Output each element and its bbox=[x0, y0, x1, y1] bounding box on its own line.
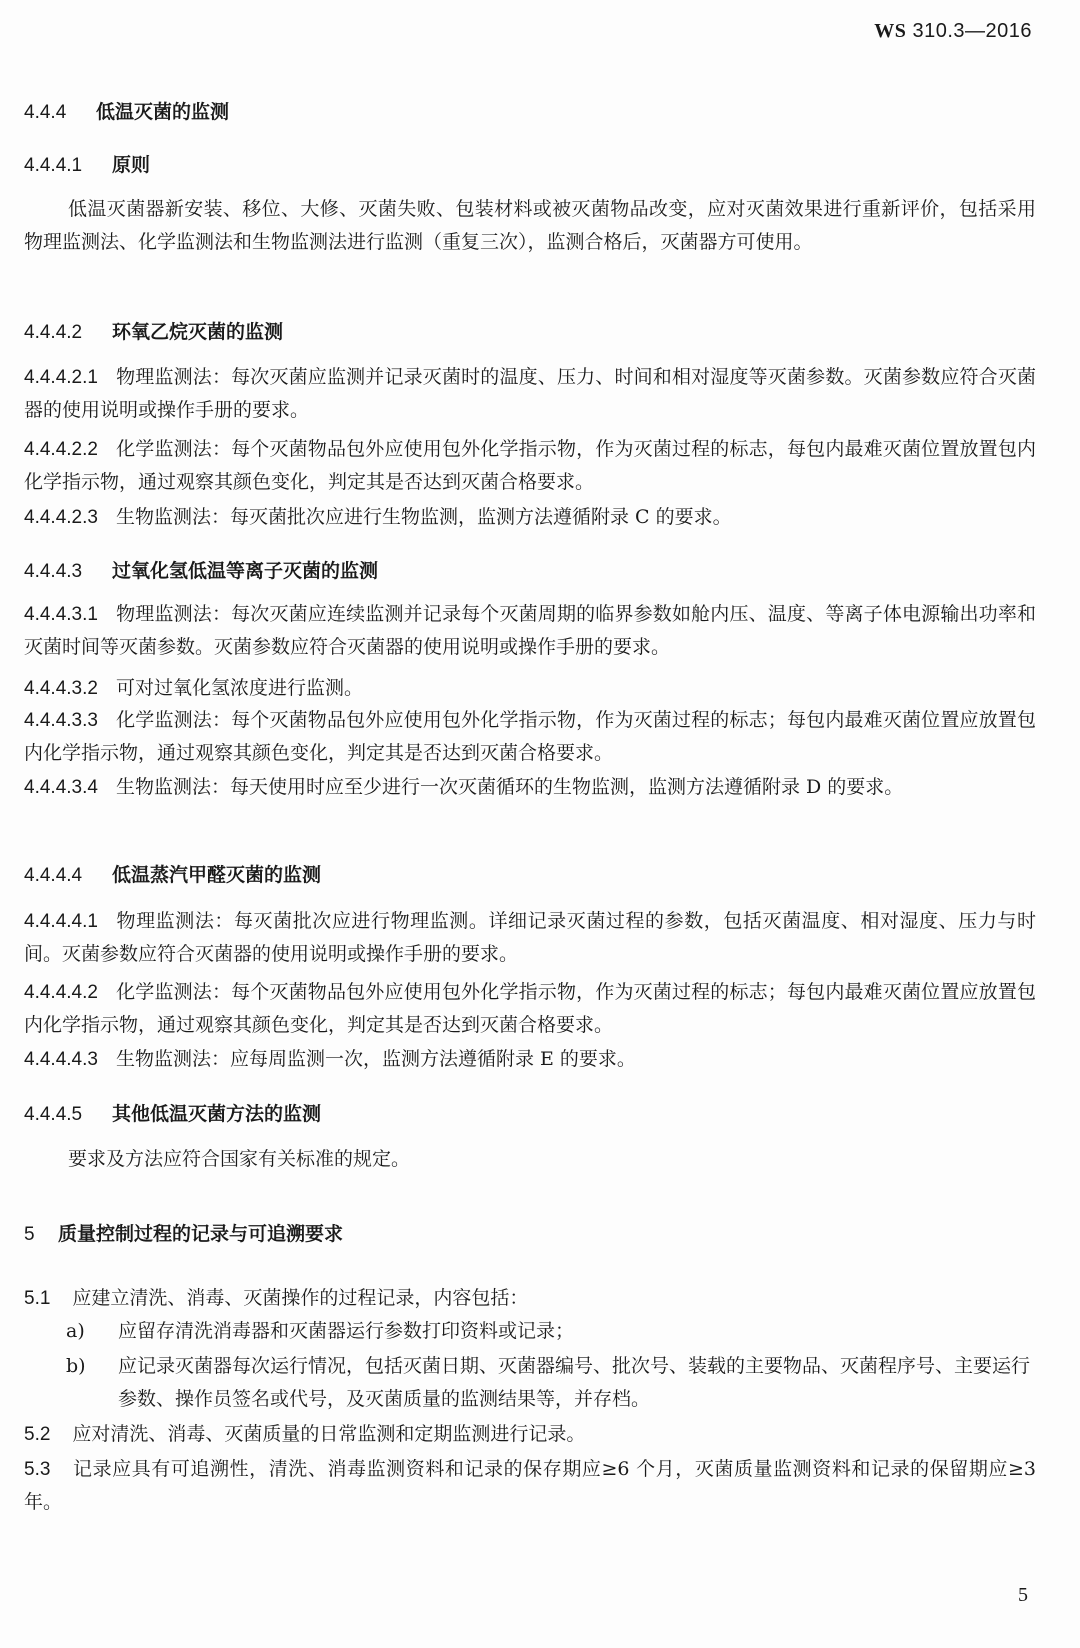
clause-4-4-4-4-1: 4.4.4.4.1 物理监测法：每灭菌批次应进行物理监测。详细记录灭菌过程的参数，包括灭菌温度、相对湿度、压力与时间。灭菌参数应符合灭菌器的使用说明或操作手册的要求。 bbox=[24, 910, 1036, 965]
clause-4-4-4-2-1: 4.4.4.2.1 物理监测法：每次灭菌应监测并记录灭菌时的温度、压力、时间和相对湿度等灭菌参数。灭菌参数应符合灭菌器的使用说明或操作手册的要求。 bbox=[24, 366, 1036, 421]
clause-4-4-4-3-4: 4.4.4.3.4 生物监测法：每天使用时应至少进行一次灭菌循环的生物监测，监测方法遵循附录 D 的要求。 bbox=[24, 776, 904, 798]
clause-4-4-4-2-3: 4.4.4.2.3 生物监测法：每灭菌批次应进行生物监测，监测方法遵循附录 C 的要求。 bbox=[24, 506, 732, 528]
heading-4-4-4-2: 4.4.4.2 环氧乙烷灭菌的监测 bbox=[24, 321, 284, 343]
heading-4-4-4-5: 4.4.4.5 其他低温灭菌方法的监测 bbox=[24, 1103, 322, 1125]
heading-4-4-4-4: 4.4.4.4 低温蒸汽甲醛灭菌的监测 bbox=[24, 864, 322, 886]
clause-4-4-4-4-3: 4.4.4.4.3 生物监测法：应每周监测一次，监测方法遵循附录 E 的要求。 bbox=[24, 1048, 636, 1070]
heading-4-4-4-1: 4.4.4.1 原则 bbox=[24, 154, 151, 176]
heading-4-4-4-3: 4.4.4.3 过氧化氢低温等离子灭菌的监测 bbox=[24, 560, 379, 582]
paragraph-other-methods: 要求及方法应符合国家有关标准的规定。 bbox=[68, 1148, 411, 1170]
paragraph-principle: 低温灭菌器新安装、移位、大修、灭菌失败、包装材料或被灭菌物品改变，应对灭菌效果进行重新评价，包括采用物理监测法、化学监测法和生物监测法进行监测（重复三次），监测合格后，灭菌器方可使用。 bbox=[24, 198, 1036, 253]
heading-4-4-4: 4.4.4 低温灭菌的监测 bbox=[24, 101, 230, 123]
clause-4-4-4-4-2: 4.4.4.4.2 化学监测法：每个灭菌物品包外应使用包外化学指示物，作为灭菌过程的标志；每包内最难灭菌位置应放置包内化学指示物，通过观察其颜色变化，判定其是否达到灭菌合格要求。 bbox=[24, 981, 1036, 1036]
heading-5: 5 质量控制过程的记录与可追溯要求 bbox=[24, 1223, 344, 1245]
clause-4-4-4-3-1: 4.4.4.3.1 物理监测法：每次灭菌应连续监测并记录每个灭菌周期的临界参数如舱内压、温度、等离子体电源输出功率和灭菌时间等灭菌参数。灭菌参数应符合灭菌器的使用说明或操作手册的要求。 bbox=[24, 603, 1036, 658]
standard-code: WS bbox=[874, 20, 907, 42]
standard-number: 310.3—2016 bbox=[912, 20, 1032, 42]
clause-4-4-4-3-3: 4.4.4.3.3 化学监测法：每个灭菌物品包外应使用包外化学指示物，作为灭菌过程的标志；每包内最难灭菌位置应放置包内化学指示物，通过观察其颜色变化，判定其是否达到灭菌合格要求。 bbox=[24, 709, 1036, 764]
clause-4-4-4-2-2: 4.4.4.2.2 化学监测法：每个灭菌物品包外应使用包外化学指示物，作为灭菌过程的标志，每包内最难灭菌位置放置包内化学指示物，通过观察其颜色变化，判定其是否达到灭菌合格要求。 bbox=[24, 438, 1036, 493]
list-item-a: a) 应留存清洗消毒器和灭菌器运行参数打印资料或记录； bbox=[66, 1320, 575, 1342]
clause-4-4-4-3-2: 4.4.4.3.2 可对过氧化氢浓度进行监测。 bbox=[24, 677, 363, 699]
document-header bbox=[874, 20, 1032, 43]
page-number: 5 bbox=[1018, 1584, 1028, 1606]
list-item-b: b) 应记录灭菌器每次运行情况，包括灭菌日期、灭菌器编号、批次号、装载的主要物品、灭菌程序号、主要运行参数、操作员签名或代号，及灭菌质量的监测结果等，并存档。 bbox=[66, 1355, 1031, 1410]
clause-5-3: 5.3 记录应具有可追溯性，清洗、消毒监测资料和记录的保存期应≥6 个月，灭菌质量监测资料和记录的保留期应≥3 年。 bbox=[24, 1458, 1036, 1513]
clause-5-2: 5.2 应对清洗、消毒、灭菌质量的日常监测和定期监测进行记录。 bbox=[24, 1423, 586, 1445]
clause-5-1: 5.1 应建立清洗、消毒、灭菌操作的过程记录，内容包括： bbox=[24, 1287, 529, 1309]
